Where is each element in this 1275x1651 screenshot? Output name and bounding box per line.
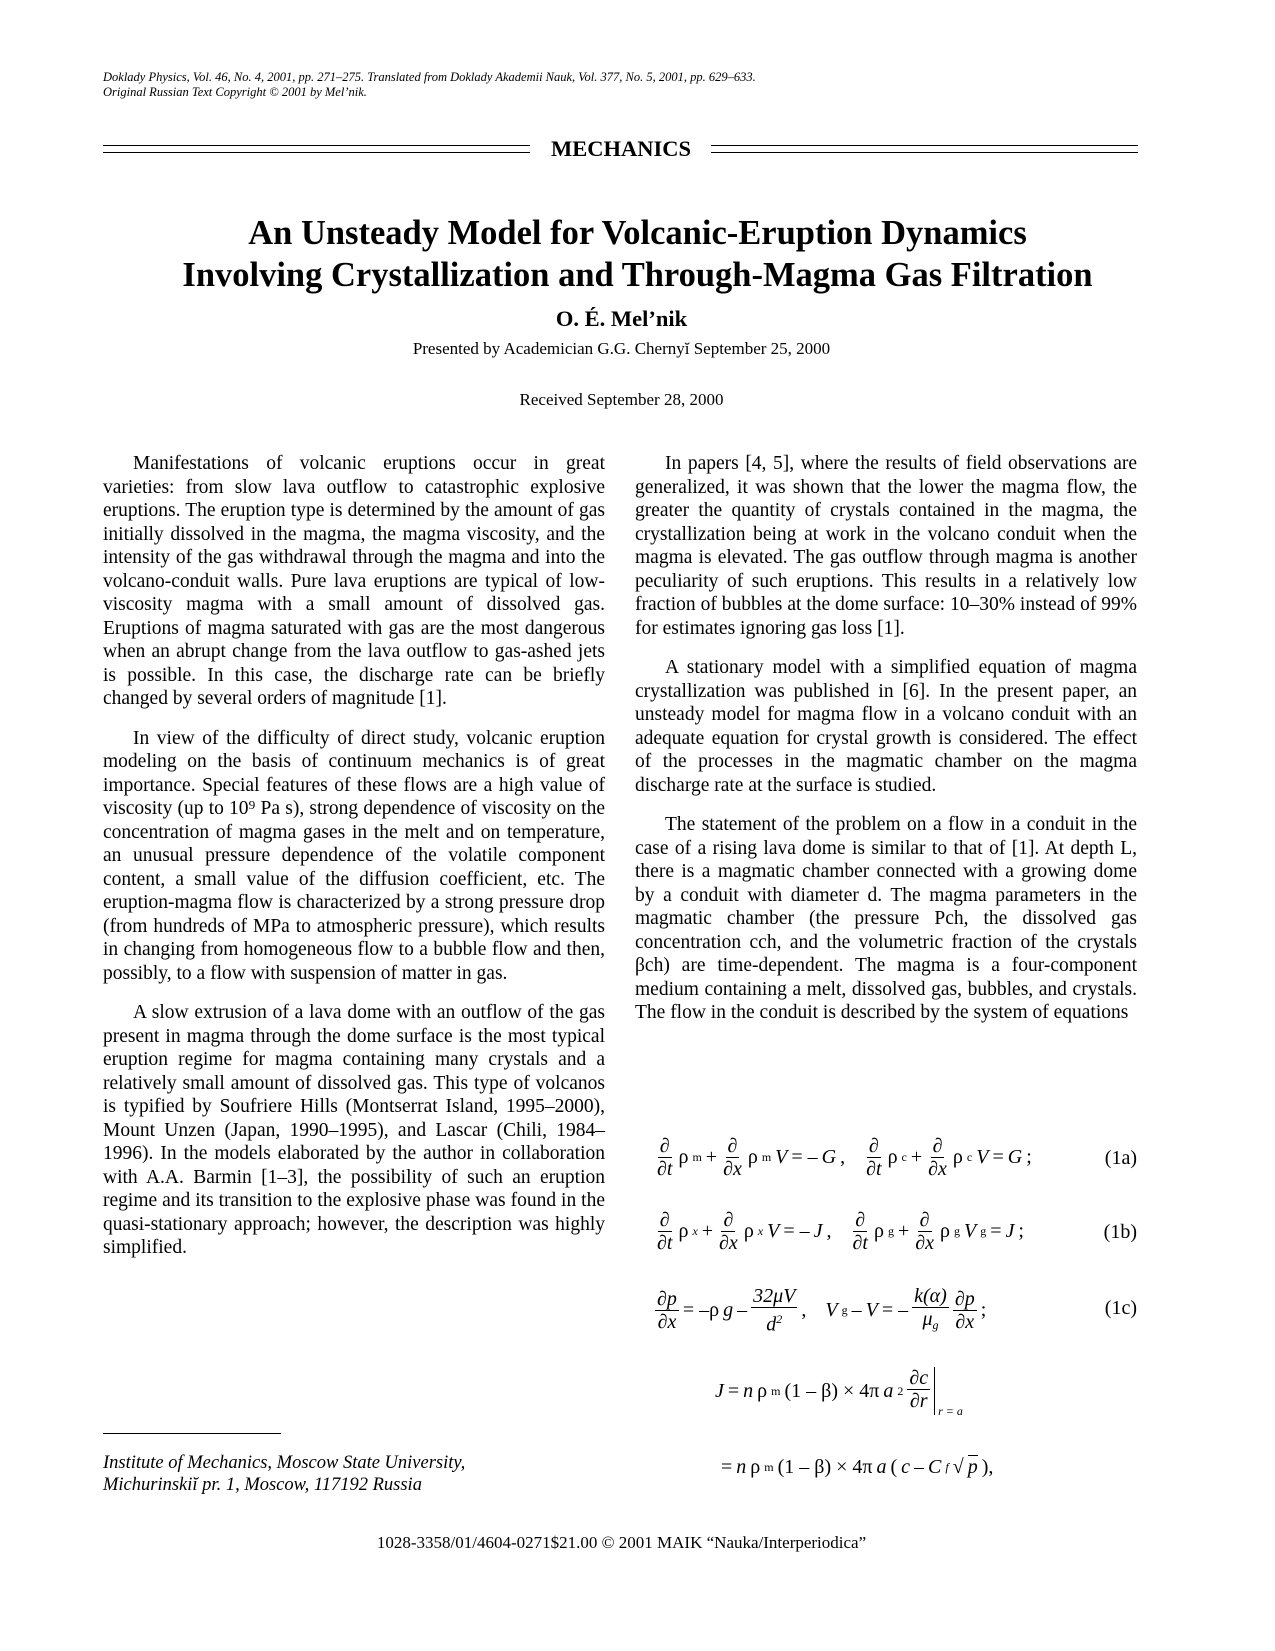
equation-number: (1b)	[1103, 1221, 1137, 1243]
equation-1c	[635, 1285, 1137, 1345]
affiliation-line-1: Institute of Mechanics, Moscow State University,	[103, 1453, 466, 1473]
received-date: Received September 28, 2000	[519, 390, 724, 409]
equation-body: $\frac{\partial p}{\partial x}$ = –ρ g – $\frac{32\mu V}{d^2}$ , V g – V = – $\frac{k(\alpha)}{\mu_g}$ $\frac{\partial p}{\partial x}$ ;	[657, 1285, 987, 1336]
equation-body: J = n ρ m (1 – β) × 4π a 2 $\frac{\partial c}{\partial r}$ r = a	[715, 1367, 963, 1418]
equation-body: $\frac{\partial}{\partial t}$ ρ m + $\frac{\partial}{\partial x}$ ρ m V = – G , $\frac{\partial}{\partial t}$ ρ c + $\frac{\partial}{\partial x}$ ρ c V = G ;	[657, 1135, 1032, 1180]
citation-line: Doklady Physics, Vol. 46, No. 4, 2001, pp. 271–275. Translated from Doklady Akademii Nauk, Vol. 377, No. 5, 2001, pp. 629–633.	[103, 70, 756, 84]
equation-number: (1a)	[1104, 1147, 1137, 1169]
equation-body: $\frac{\partial}{\partial t}$ ρ x + $\frac{\partial}{\partial x}$ ρ x V = – J , $\frac{\partial}{\partial t}$ ρ g + $\frac{\partial}{\partial x}$ ρ g V g = J ;	[657, 1209, 1024, 1254]
left-column	[103, 452, 605, 1276]
title-line-1: An Unsteady Model for Volcanic-Eruption Dynamics	[248, 214, 1027, 252]
section-rule-right	[711, 145, 1138, 153]
title-line-2: Involving Crystallization and Through-Magma Gas Filtration	[182, 256, 1093, 294]
paragraph: Manifestations of volcanic eruptions occur in great varieties: from slow lava outflow to catastrophic explosive eruptions. The eruption type is determined by the amount of gas initially dissolved in the magma, the magma viscosity, and the intensity of the gas withdrawal through the magma and into the volcano-conduit walls. Pure lava eruptions are typical of low-viscosity magma with a small amount of dissolved gas. Eruptions of magma saturated with gas are the most dangerous when an abrupt change from the lava outflow to gas-ashed jets is possible. In this case, the discharge rate can be briefly changed by several orders of magnitude [1].	[103, 453, 605, 709]
equation-1a	[635, 1135, 1137, 1195]
equation-j-line-2	[635, 1455, 1137, 1495]
presented-by: Presented by Academician G.G. Chernyĭ September 25, 2000	[412, 339, 831, 358]
affiliation	[103, 1452, 465, 1496]
equation-body: = n ρ m (1 – β) × 4π a ( c – C f √ p ),	[721, 1455, 994, 1478]
journal-header	[103, 70, 756, 100]
paragraph: In papers [4, 5], where the results of field observations are generalized, it was shown that the lower the magma flow, the greater the quantity of crystals contained in the magma, the crystallization being at work in the volcano conduit when the magma is elevated. The gas outflow through magma is another peculiarity of such eruptions. This results in a relatively low fraction of bubbles at the dome surface: 10–30% instead of 99% for estimates ignoring gas loss [1].	[635, 453, 1137, 639]
equation-1b	[635, 1209, 1137, 1269]
paragraph: A slow extrusion of a lava dome with an outflow of the gas present in magma through the dome surface is the most typical eruption regime for magma containing many crystals and a relatively small amount of dissolved gas. This type of volcanos is typified by Soufriere Hills (Montserrat Island, 1995–2000), Mount Unzen (Japan, 1990–1995), and Lascar (Chili, 1984–1996). In the models elaborated by the author in collaboration with A.A. Barmin [1–3], the possibility of such an eruption regime and its transition to the explosive phase was found in the quasi-stationary approach; however, the description was highly simplified.	[103, 1002, 605, 1258]
paragraph: The statement of the problem on a flow in a conduit in the case of a rising lava dome is similar to that of [1]. At depth L, there is a magmatic chamber connected with a growing dome by a conduit with diameter d. The magma parameters in the magmatic chamber (the pressure Pch, the dissolved gas concentration cch, and the volumetric fraction of the crystals βch) are time-dependent. The magma is a four-component medium containing a melt, dissolved gas, bubbles, and crystals. The flow in the conduit is described by the system of equations	[635, 814, 1137, 1023]
right-column	[635, 452, 1137, 1041]
footnote-rule	[103, 1433, 281, 1434]
section-rule-left	[103, 145, 530, 153]
section-label: MECHANICS	[550, 136, 691, 161]
copyright-line: Original Russian Text Copyright © 2001 by Mel’nik.	[103, 85, 367, 99]
paragraph: In view of the difficulty of direct study, volcanic eruption modeling on the basis of continuum mechanics is of great importance. Special features of these flows are a high value of viscosity (up to 10⁹ Pa s), strong dependence of viscosity on the concentration of magma gases in the melt and on temperature, an unusual pressure dependence of the volatile component content, a small value of the diffusion coefficient, etc. The eruption-magma flow is characterized by a strong pressure drop (from hundreds of MPa to atmospheric pressure), which results in changing from homogeneous flow to a bubble flow and then, possibly, to a flow with suspension of matter in gas.	[103, 727, 605, 984]
equation-j-line-1	[635, 1367, 1137, 1427]
affiliation-line-2: Michurinskiĭ pr. 1, Moscow, 117192 Russia	[103, 1475, 422, 1495]
equation-number: (1c)	[1104, 1297, 1137, 1319]
footer-text: 1028-3358/01/4604-0271$21.00 © 2001 MAIK “Nauka/Interperiodica”	[376, 1533, 867, 1552]
paper-title	[80, 212, 1195, 296]
author: O. É. Mel’nik	[555, 306, 688, 331]
section-heading	[103, 135, 1138, 165]
paragraph: A stationary model with a simplified equation of magma crystallization was published in [6]. In the present paper, an unsteady model for magma flow in a volcano conduit with an adequate equation for crystal growth is considered. The effect of the processes in the magmatic chamber on the magma discharge rate at the surface is studied.	[635, 657, 1137, 796]
page-footer	[0, 1533, 1243, 1553]
